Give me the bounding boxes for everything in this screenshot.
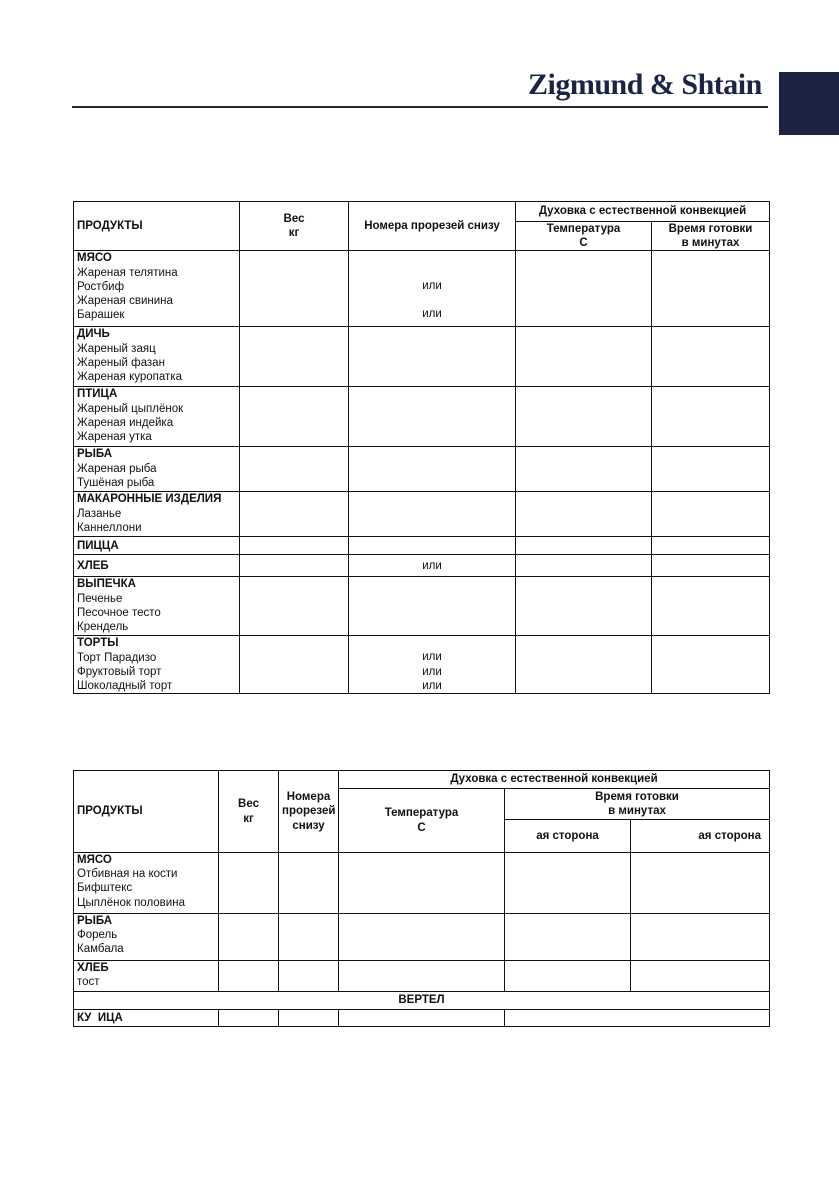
product-item: Жареная телятина <box>77 266 178 279</box>
baking-table <box>73 201 770 694</box>
weight-cell <box>240 251 349 327</box>
col-header-temperature <box>516 222 652 251</box>
temperature-cell <box>516 555 652 577</box>
spit-section-header: ВЕРТЕЛ <box>74 992 770 1010</box>
weight-cell <box>240 447 349 492</box>
or-label: или <box>422 651 442 664</box>
group-title: МЯСО <box>77 252 112 265</box>
product-item: Ростбиф <box>77 280 125 293</box>
product-cell <box>74 327 240 387</box>
product-item: Шоколадный торт <box>77 680 173 693</box>
temperature-cell <box>339 961 505 992</box>
group-title: ТОРТЫ <box>77 637 119 650</box>
product-item: Торт Парадизо <box>77 651 157 664</box>
group-title: МЯСО <box>77 854 112 866</box>
slots-cell <box>279 914 339 961</box>
product-cell <box>74 1010 219 1027</box>
product-item: Жареный фазан <box>77 356 165 369</box>
weight-unit: кг <box>288 227 300 240</box>
col-header-weight <box>240 202 349 251</box>
product-item: Жареный цыплёнок <box>77 402 184 415</box>
header-divider <box>72 106 768 108</box>
slots-label: прорезей <box>282 805 336 818</box>
time-cell <box>652 492 770 537</box>
time-cell <box>631 853 770 914</box>
time-cell <box>652 577 770 636</box>
product-item: Жареная свинина <box>77 295 173 308</box>
table-row <box>74 961 770 992</box>
or-label: или <box>422 280 442 293</box>
product-cell <box>74 914 219 961</box>
weight-cell <box>219 853 279 914</box>
slots-cell <box>349 251 516 327</box>
time-cell <box>505 1010 770 1027</box>
table-row <box>74 327 770 387</box>
slots-cell <box>349 577 516 636</box>
temperature-cell <box>339 1010 505 1027</box>
product-cell <box>74 555 240 577</box>
table-row <box>74 447 770 492</box>
product-item: Форель <box>77 929 118 942</box>
table-row <box>74 636 770 694</box>
group-title: ПТИЦА <box>77 388 118 401</box>
group-title: ХЛЕБ <box>77 559 109 572</box>
table-row <box>74 992 770 1010</box>
col-header-slots: Номера прорезей снизу <box>349 202 516 251</box>
group-title: ДИЧЬ <box>77 328 110 341</box>
slots-cell <box>349 537 516 555</box>
weight-cell <box>219 914 279 961</box>
col-header-time <box>505 789 770 820</box>
group-title: РЫБА <box>77 448 113 461</box>
col-header-temperature <box>339 789 505 853</box>
product-cell <box>74 636 240 694</box>
product-item: Каннеллони <box>77 521 142 534</box>
table-row <box>74 555 770 577</box>
time-cell <box>652 537 770 555</box>
page-tab-marker <box>779 72 839 135</box>
product-item: Песочное тесто <box>77 606 161 619</box>
table-row <box>74 577 770 636</box>
brand-logo: Zigmund & Shtain <box>528 68 762 101</box>
group-title: ХЛЕБ <box>77 962 109 974</box>
temperature-cell <box>516 447 652 492</box>
temperature-label: Температура <box>546 223 621 235</box>
time-label: Время готовки <box>668 223 753 235</box>
time-cell <box>652 636 770 694</box>
group-title: ПИЦЦА <box>77 539 119 552</box>
temperature-cell <box>516 327 652 387</box>
or-label: или <box>422 307 442 320</box>
slots-cell <box>349 327 516 387</box>
table-row <box>74 1010 770 1027</box>
table-row <box>74 853 770 914</box>
time-cell <box>652 327 770 387</box>
temperature-unit: С <box>579 237 588 250</box>
col-header-oven: Духовка с естественной конвекцией <box>516 202 770 222</box>
weight-cell <box>240 577 349 636</box>
weight-cell <box>240 636 349 694</box>
table-row <box>74 537 770 555</box>
slots-cell <box>349 447 516 492</box>
weight-cell <box>240 327 349 387</box>
time-cell <box>652 387 770 447</box>
product-item: Жареная индейка <box>77 416 174 429</box>
col-header-products: ПРОДУКТЫ <box>74 771 219 853</box>
or-label: или <box>422 559 442 572</box>
temperature-cell <box>516 577 652 636</box>
table-row <box>74 492 770 537</box>
temperature-cell <box>516 636 652 694</box>
product-cell <box>74 961 219 992</box>
time-cell <box>505 961 631 992</box>
table-row <box>74 387 770 447</box>
temperature-cell <box>516 537 652 555</box>
product-item: Отбивная на кости <box>77 868 178 881</box>
weight-cell <box>240 387 349 447</box>
product-item: Барашек <box>77 309 125 322</box>
product-item: Жареная куропатка <box>77 371 182 384</box>
product-cell <box>74 577 240 636</box>
product-item: Крендель <box>77 621 129 634</box>
or-label: или <box>422 679 442 692</box>
weight-label: Вес <box>238 798 259 811</box>
product-item: Фруктовый торт <box>77 665 162 678</box>
temperature-cell <box>516 387 652 447</box>
temperature-cell <box>516 251 652 327</box>
slots-label: снизу <box>292 819 325 832</box>
product-item: Тушёная рыба <box>77 476 155 489</box>
product-cell <box>74 251 240 327</box>
slots-label: Номера <box>286 791 331 804</box>
col-header-weight <box>219 771 279 853</box>
product-item: Цыплёнок половина <box>77 896 185 909</box>
temperature-label: Температура <box>384 807 459 820</box>
time-cell <box>652 555 770 577</box>
slots-cell <box>349 555 516 577</box>
time-cell <box>631 961 770 992</box>
weight-cell <box>240 537 349 555</box>
time-unit: в минутах <box>681 237 740 250</box>
time-cell <box>631 914 770 961</box>
weight-cell <box>219 1010 279 1027</box>
slots-cell <box>279 961 339 992</box>
temperature-cell <box>339 853 505 914</box>
group-title: ВЫПЕЧКА <box>77 578 136 591</box>
weight-unit: кг <box>243 812 254 825</box>
temperature-cell <box>339 914 505 961</box>
product-cell <box>74 447 240 492</box>
product-item: тост <box>77 976 100 989</box>
col-header-slots <box>279 771 339 853</box>
weight-cell <box>240 492 349 537</box>
product-item: Жареная рыба <box>77 462 157 475</box>
weight-cell <box>219 961 279 992</box>
time-label: Время готовки <box>595 790 679 803</box>
time-cell <box>505 914 631 961</box>
grill-table <box>73 770 770 1027</box>
time-cell <box>505 853 631 914</box>
product-item: Бифштекс <box>77 882 133 895</box>
time-cell <box>652 447 770 492</box>
time-cell <box>652 251 770 327</box>
product-item: Камбала <box>77 943 124 956</box>
time-unit: в минутах <box>608 805 666 817</box>
col-header-time <box>652 222 770 251</box>
product-item: Жареный заяц <box>77 342 156 355</box>
product-item: Печенье <box>77 592 123 605</box>
table-row <box>74 251 770 327</box>
product-item: Жареная утка <box>77 431 152 444</box>
group-title: РЫБА <box>77 915 113 927</box>
temperature-unit: С <box>417 821 426 834</box>
slots-cell <box>349 387 516 447</box>
col-header-oven: Духовка с естественной конвекцией <box>339 771 770 789</box>
slots-cell <box>279 1010 339 1027</box>
col-header-side-2: ая сторона <box>631 820 770 853</box>
group-title: МАКАРОННЫЕ ИЗДЕЛИЯ <box>77 493 222 506</box>
product-cell <box>74 387 240 447</box>
col-header-products: ПРОДУКТЫ <box>74 202 240 251</box>
product-item: Лазанье <box>77 507 122 520</box>
slots-cell <box>279 853 339 914</box>
or-label: или <box>422 665 442 678</box>
weight-cell <box>240 555 349 577</box>
product-cell <box>74 492 240 537</box>
col-header-side-1: ая сторона <box>505 820 631 853</box>
slots-cell <box>349 492 516 537</box>
product-cell <box>74 537 240 555</box>
group-title: КУ ИЦА <box>77 1011 123 1024</box>
product-cell <box>74 853 219 914</box>
table-row <box>74 914 770 961</box>
weight-label: Вес <box>283 213 305 225</box>
temperature-cell <box>516 492 652 537</box>
slots-cell <box>349 636 516 694</box>
